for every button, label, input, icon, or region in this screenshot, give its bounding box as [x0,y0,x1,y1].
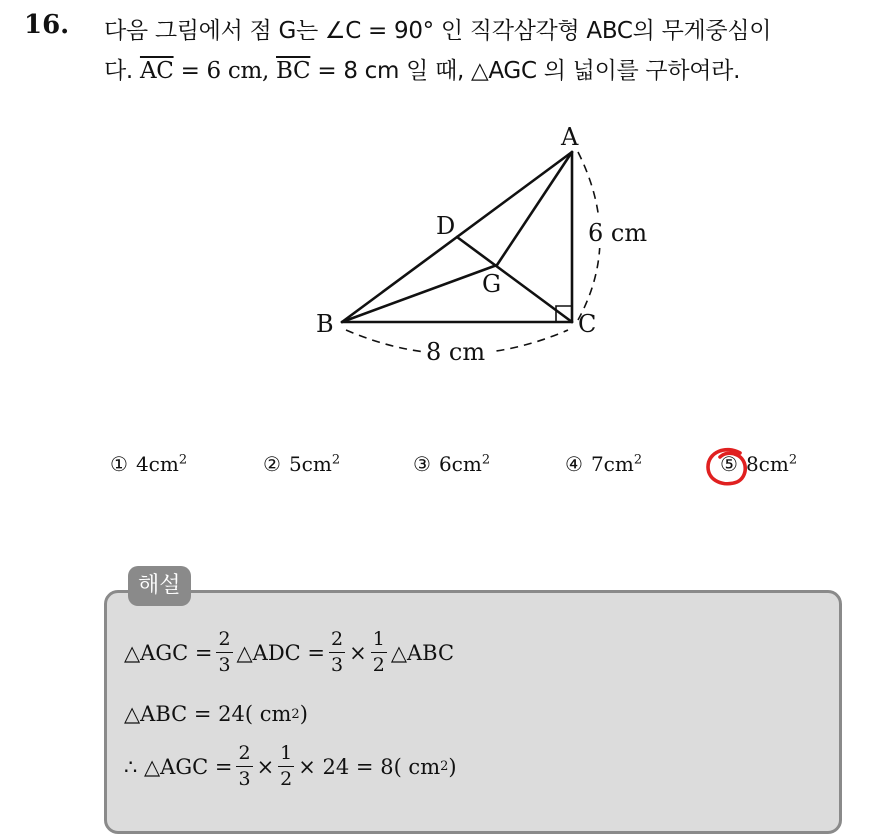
fraction: $\frac{2}{3}$ [238,742,251,790]
line-bg [342,265,497,322]
bc-length-label: 8 cm [426,338,486,366]
sol1-lhs: △AGC = [124,640,213,665]
median-cd [457,237,572,322]
question-number: 16. [24,10,70,40]
times-sign: × [256,754,275,779]
label-a: A [561,123,579,151]
segment-bc: $\overline{BC}$ [276,58,311,84]
solution-line-2: △ABC = 24( cm 2 ) [124,702,308,726]
fraction: $\frac{1}{2}$ [372,628,385,676]
choice-5[interactable]: ⑤ $8cm^2$ [720,452,798,476]
fraction: $\frac{2}{3}$ [331,628,344,676]
label-b: B [316,310,334,338]
label-g: G [482,270,502,298]
answer-circle-mark [700,444,756,490]
question-line-2-prefix: 다. [104,58,140,84]
fraction: $\frac{2}{3}$ [218,628,231,676]
choice-3[interactable]: ③ $6cm^2$ [413,452,491,476]
choice-4[interactable]: ④ $7cm^2$ [565,452,643,476]
choice-2[interactable]: ② $5cm^2$ [263,452,341,476]
segment-ac: $\overline{AC}$ [139,58,174,84]
solution-line-1 [124,630,454,675]
solution-tag: 해설 [128,566,191,606]
line-ag [497,152,572,265]
label-d: D [436,212,456,240]
sol1-rhs: △ABC [390,640,455,665]
question-line-2-suffix: = 8 cm 일 때, △AGC 의 넓이를 구하여라. [310,58,741,84]
question-line-1: 다음 그림에서 점 G는 ∠C = 90° 인 직각삼각형 ABC의 무게중심이 [104,18,772,44]
sol1-mid: △ADC = [236,640,326,665]
label-c: C [578,310,597,338]
fraction: $\frac{1}{2}$ [280,742,293,790]
choice-1[interactable]: ① $4cm^2$ [110,452,188,476]
ac-length-label: 6 cm [588,219,648,247]
ac-length-text: = 6 cm, [173,58,277,84]
solution-line-3: ∴ △AGC = $\frac{2}{3}$ × $\frac{1}{2}$ × 24 = 8( cm 2 ) [124,742,457,790]
times-sign: × [349,640,367,665]
